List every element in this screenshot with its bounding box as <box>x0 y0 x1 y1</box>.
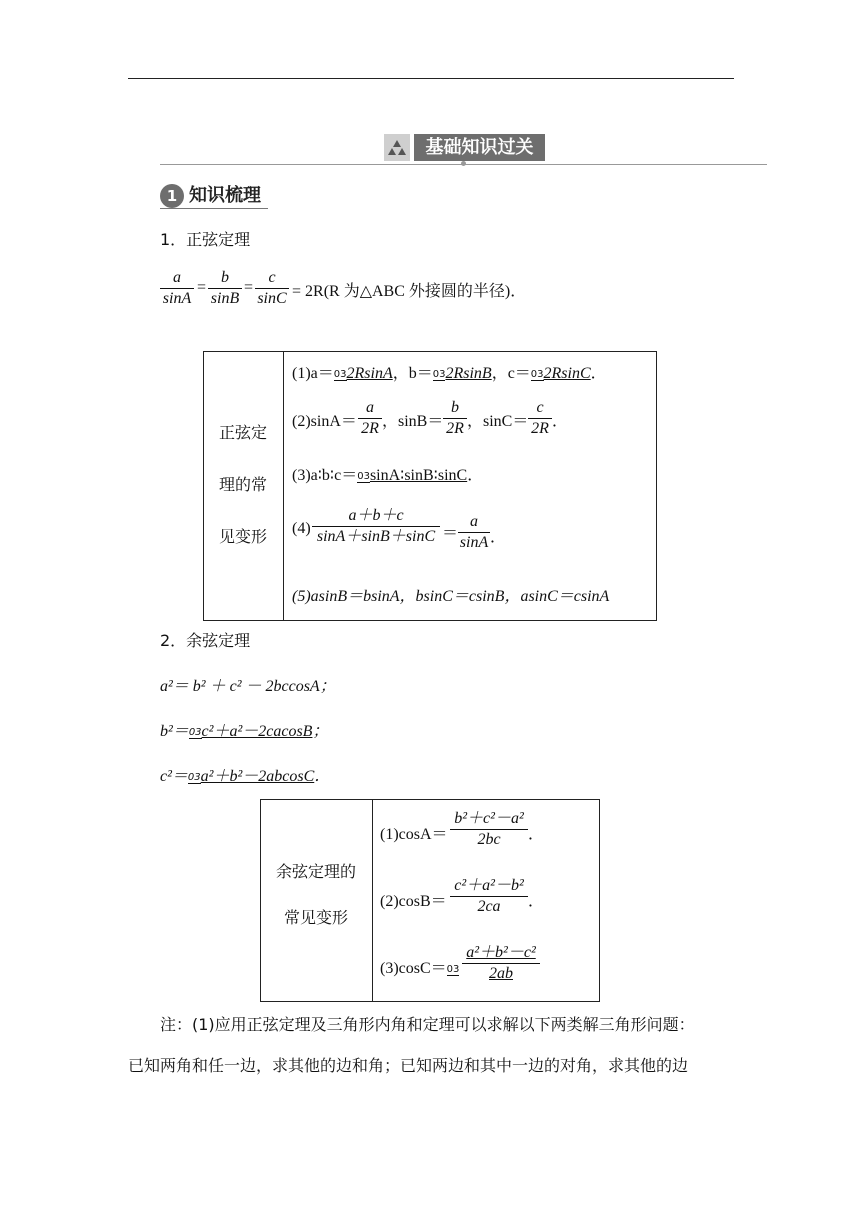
sine-row-4-eq: ＝ <box>442 525 459 542</box>
cosine-line-3: c²＝03a²＋b²－2abcosC． <box>160 768 331 785</box>
knowledge-title: 知识梳理 <box>189 185 261 206</box>
sine-row-2-frac2: $\frac{b}{2R}$ <box>443 398 467 439</box>
sine-row-4-rfrac: $\frac{a}{\sin A}$ <box>459 513 489 551</box>
sine-law-heading: 1．正弦定理 <box>160 230 251 249</box>
sine-frac-b: $\frac{b}{\sin B}$ <box>208 268 242 309</box>
sine-row-4-frac: $\frac{a+b+c}{\sin A+\sin B+\sin C}$ <box>312 506 440 547</box>
sine-row-2-frac1: $\frac{a}{2R}$ <box>358 398 382 439</box>
cosine-row-2-prefix: (2)cosB＝ <box>380 893 447 910</box>
eq-sign: = <box>197 279 207 296</box>
sine-row-1: (1)a＝032RsinA，b＝032RsinB，c＝032RsinC． <box>292 365 607 382</box>
sine-row-3: (3)a∶b∶c＝03sinA∶sinB∶sinC． <box>292 467 484 484</box>
section-rule-dot <box>461 161 466 166</box>
header-line: 理的常 <box>218 475 267 494</box>
header-line: 余弦定理的 <box>275 862 356 881</box>
cosine-line-1: a²＝ b² ＋ c² － 2bccosA； <box>160 678 336 695</box>
sine-table-header <box>203 420 283 550</box>
table-divider <box>283 351 284 621</box>
cosine-row-1-frac: $\frac{\text{b²＋c²－a²}}{2bc}$ <box>450 809 528 850</box>
sine-row-4-prefix: (4) <box>292 520 311 537</box>
cosine-row-1-end: ． <box>528 826 545 843</box>
header-line: 正弦定 <box>218 423 267 442</box>
note-line-2: 已知两角和任一边，求其他的边和角；已知两边和其中一边的对角，求其他的边 <box>128 1056 689 1075</box>
cosine-table-header <box>260 859 372 931</box>
sine-law-tail: = 2R(R 为△ABC 外接圆的半径)． <box>292 283 527 300</box>
cosine-row-1-prefix: (1)cosA＝ <box>380 826 448 843</box>
sine-row-2-end: ． <box>552 413 569 430</box>
sine-row-2-mid1: ，sinB＝ <box>382 413 444 430</box>
table-divider <box>372 799 373 1002</box>
sine-frac-c: $\frac{c}{\sin C}$ <box>255 268 289 309</box>
note-line-1: 注：(1)应用正弦定理及三角形内角和定理可以求解以下两类解三角形问题： <box>160 1015 695 1034</box>
sine-row-2-prefix: (2)sinA＝ <box>292 413 357 430</box>
knowledge-underline <box>160 208 268 209</box>
sine-row-2-frac3: $\frac{c}{2R}$ <box>528 398 552 439</box>
cosine-line-2: b²＝03c²＋a²－2cacosB； <box>160 723 329 740</box>
section-banner <box>384 134 545 161</box>
eq-sign: = <box>244 279 254 296</box>
numbered-circle-icon: 1 <box>160 184 184 208</box>
cosine-row-3-prefix: (3)cosC＝03 <box>380 960 460 977</box>
sine-row-2-mid2: ，sinC＝ <box>467 413 529 430</box>
header-line: 常见变形 <box>283 908 348 927</box>
cosine-row-3-frac: $\frac{\text{a²＋b²－c²}}{2ab}$ <box>462 943 540 984</box>
section-banner-title: 基础知识过关 <box>414 134 545 161</box>
cosine-row-2-end: ． <box>528 893 545 910</box>
cosine-law-heading: 2．余弦定理 <box>160 631 251 650</box>
sine-frac-a: $\frac{a}{\sin A}$ <box>160 268 194 309</box>
triangle-stack-icon <box>384 134 410 161</box>
header-line: 见变形 <box>218 527 267 546</box>
cosine-row-2-frac: $\frac{\text{c²＋a²－b²}}{2ca}$ <box>450 876 528 917</box>
header-rule <box>128 78 734 79</box>
sine-row-4-end: ． <box>490 529 507 546</box>
sine-row-5: (5)asinB＝bsinA，bsinC＝csinB，asinC＝csinA <box>292 588 610 605</box>
